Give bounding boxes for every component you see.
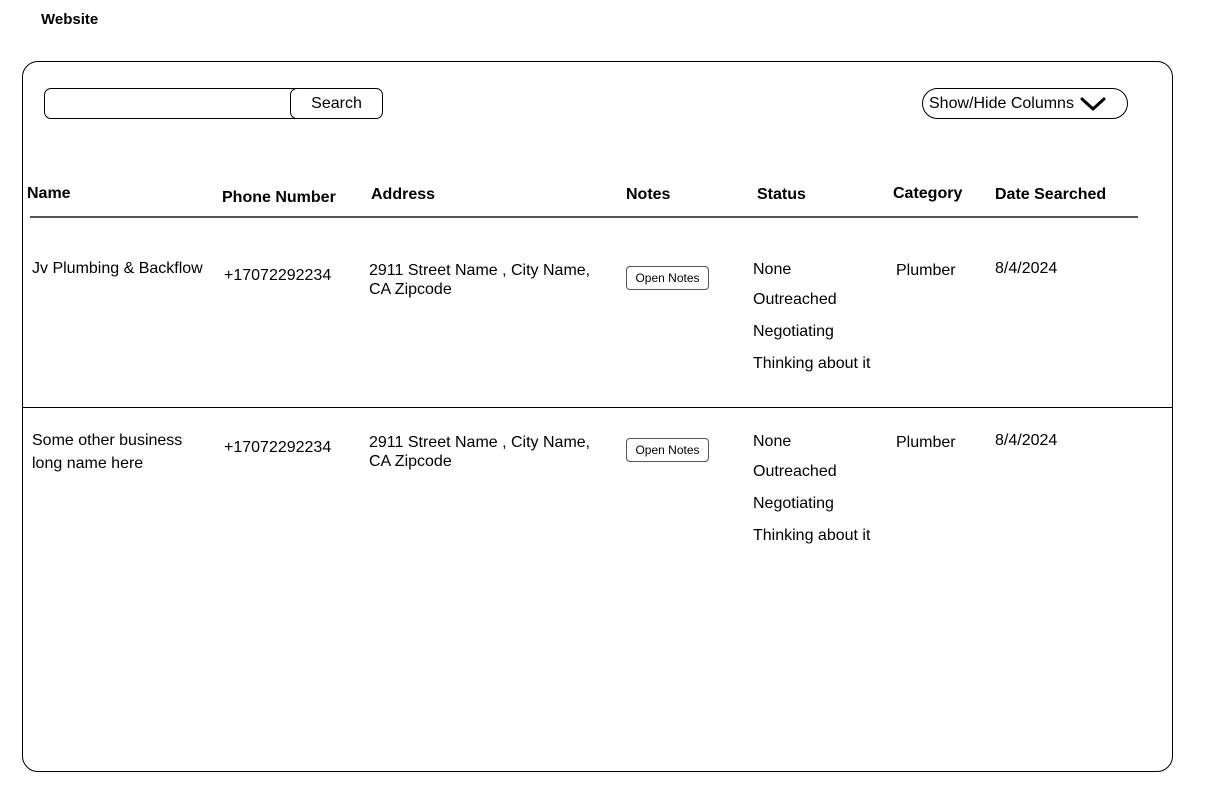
open-notes-button[interactable]: Open Notes bbox=[626, 438, 709, 462]
status-option-none[interactable]: None bbox=[753, 433, 792, 450]
column-header-status[interactable]: Status bbox=[757, 186, 806, 203]
column-header-notes[interactable]: Notes bbox=[626, 186, 671, 203]
cell-category: Plumber bbox=[896, 434, 956, 451]
status-option-outreached[interactable]: Outreached bbox=[753, 291, 837, 308]
results-panel bbox=[22, 61, 1173, 772]
cell-name: Jv Plumbing & Backflow bbox=[32, 260, 203, 277]
cell-phone: +17072292234 bbox=[224, 267, 332, 284]
column-header-phone[interactable]: Phone Number bbox=[222, 189, 336, 206]
column-header-name[interactable]: Name bbox=[27, 185, 71, 202]
header-divider bbox=[30, 216, 1138, 218]
cell-phone: +17072292234 bbox=[224, 439, 332, 456]
status-option-none[interactable]: None bbox=[753, 261, 792, 278]
status-option-outreached[interactable]: Outreached bbox=[753, 463, 837, 480]
chevron-down-icon bbox=[1080, 96, 1106, 112]
cell-date-searched: 8/4/2024 bbox=[995, 260, 1058, 277]
cell-date-searched: 8/4/2024 bbox=[995, 432, 1058, 449]
status-option-negotiating[interactable]: Negotiating bbox=[753, 495, 834, 512]
row-divider bbox=[23, 407, 1172, 408]
show-hide-columns-label: Show/Hide Columns bbox=[929, 94, 1074, 112]
search-input[interactable] bbox=[44, 88, 314, 119]
column-header-date-searched[interactable]: Date Searched bbox=[995, 186, 1107, 203]
app-title: Website bbox=[41, 11, 99, 28]
cell-address-line2: CA Zipcode bbox=[369, 453, 452, 470]
column-header-category[interactable]: Category bbox=[893, 185, 963, 202]
cell-address-line1: 2911 Street Name , City Name, bbox=[369, 434, 591, 451]
open-notes-button[interactable]: Open Notes bbox=[626, 266, 709, 290]
cell-name-line2: long name here bbox=[32, 455, 144, 472]
cell-category: Plumber bbox=[896, 262, 956, 279]
show-hide-columns-dropdown[interactable] bbox=[922, 88, 1128, 119]
column-header-address[interactable]: Address bbox=[371, 186, 436, 203]
cell-address-line1: 2911 Street Name , City Name, bbox=[369, 262, 591, 279]
status-option-negotiating[interactable]: Negotiating bbox=[753, 323, 834, 340]
status-option-thinking-about-it[interactable]: Thinking about it bbox=[753, 355, 871, 372]
cell-address-line2: CA Zipcode bbox=[369, 281, 452, 298]
cell-name-line1: Some other business bbox=[32, 432, 183, 449]
search-button[interactable]: Search bbox=[290, 88, 383, 119]
status-option-thinking-about-it[interactable]: Thinking about it bbox=[753, 527, 871, 544]
